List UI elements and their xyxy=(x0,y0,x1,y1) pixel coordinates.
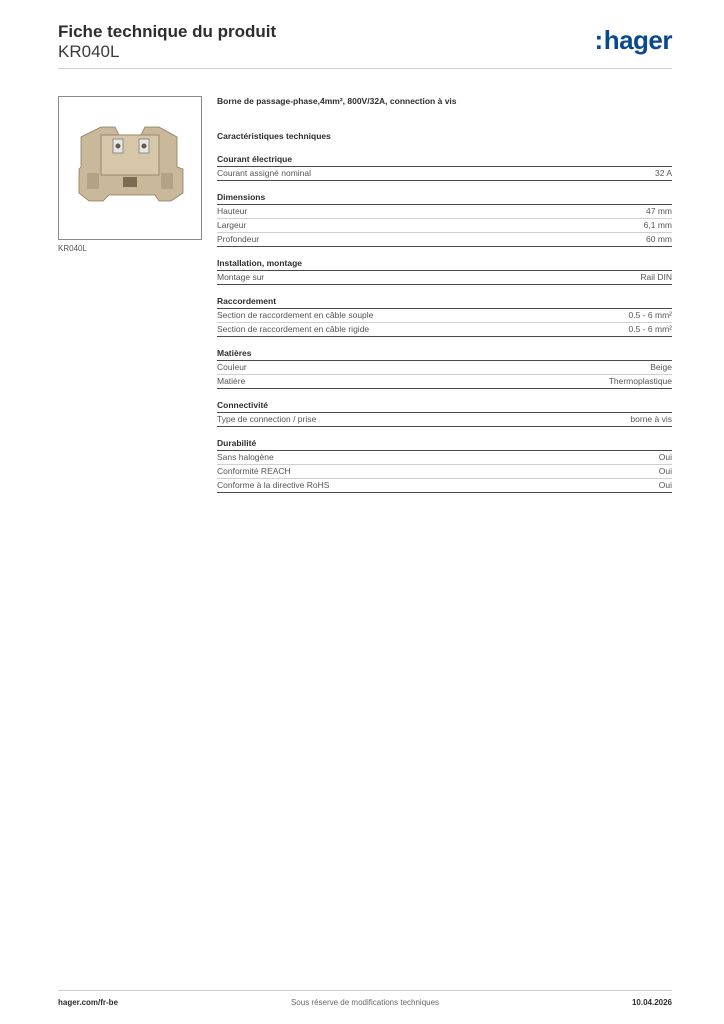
spec-row xyxy=(217,465,672,479)
spec-row xyxy=(217,271,672,285)
spec-section-title: Raccordement xyxy=(217,296,672,309)
spec-section-title: Installation, montage xyxy=(217,258,672,271)
footer-disclaimer: Sous réserve de modifications techniques xyxy=(290,998,440,1007)
spec-value: Oui xyxy=(658,466,672,476)
spec-row xyxy=(217,375,672,389)
logo-text: hager xyxy=(603,25,672,55)
spec-value: 60 mm xyxy=(646,234,672,244)
spec-section xyxy=(217,258,672,285)
footer-divider xyxy=(58,990,672,991)
spec-section-title: Durabilité xyxy=(217,438,672,451)
tech-specs-heading: Caractéristiques techniques xyxy=(217,131,331,141)
spec-content xyxy=(217,96,672,493)
spec-value: 0.5 - 6 mm² xyxy=(628,310,672,320)
spec-row xyxy=(217,479,672,493)
spec-label: Matière xyxy=(217,376,246,386)
footer-website: hager.com/fr-be xyxy=(58,998,119,1007)
spec-section xyxy=(217,296,672,337)
spec-row xyxy=(217,361,672,375)
spec-label: Conforme à la directive RoHS xyxy=(217,480,330,490)
document-title: Fiche technique du produit xyxy=(58,22,277,41)
spec-value: Beige xyxy=(650,362,672,372)
hager-logo xyxy=(595,25,672,56)
spec-row xyxy=(217,451,672,465)
spec-row xyxy=(217,233,672,247)
spec-section-title: Connectivité xyxy=(217,400,672,413)
page-footer xyxy=(58,998,672,1010)
spec-row xyxy=(217,309,672,323)
spec-label: Conformité REACH xyxy=(217,466,291,476)
product-description: Borne de passage-phase,4mm², 800V/32A, connection à vis xyxy=(217,96,457,106)
header-divider xyxy=(58,68,672,69)
page-header xyxy=(58,20,672,70)
spec-row xyxy=(217,167,672,181)
product-image-caption: KR040L xyxy=(58,244,87,253)
spec-label: Type de connection / prise xyxy=(217,414,317,424)
spec-section-title: Courant électrique xyxy=(217,154,672,167)
spec-value: 6,1 mm xyxy=(643,220,672,230)
spec-sections xyxy=(217,154,672,493)
footer-date: 10.04.2026 xyxy=(631,998,672,1007)
product-image-frame xyxy=(58,96,202,240)
spec-label: Profondeur xyxy=(217,234,260,244)
spec-value: 0.5 - 6 mm² xyxy=(628,324,672,334)
spec-value: borne à vis xyxy=(630,414,672,424)
spec-label: Hauteur xyxy=(217,206,248,216)
spec-label: Section de raccordement en câble souple xyxy=(217,310,374,320)
spec-value: Oui xyxy=(658,452,672,462)
spec-label: Section de raccordement en câble rigide xyxy=(217,324,370,334)
spec-section xyxy=(217,400,672,427)
spec-value: Thermoplastique xyxy=(608,376,672,386)
spec-label: Largeur xyxy=(217,220,247,230)
product-code: KR040L xyxy=(58,42,120,61)
terminal-block-image xyxy=(59,97,201,239)
spec-value: Rail DIN xyxy=(640,272,672,282)
spec-row xyxy=(217,323,672,337)
logo-colon: : xyxy=(594,25,603,55)
spec-section xyxy=(217,154,672,181)
spec-label: Sans halogène xyxy=(217,452,274,462)
spec-value: 32 A xyxy=(654,168,672,178)
spec-row xyxy=(217,413,672,427)
spec-section xyxy=(217,192,672,247)
spec-section xyxy=(217,348,672,389)
spec-value: Oui xyxy=(658,480,672,490)
spec-row xyxy=(217,205,672,219)
spec-label: Montage sur xyxy=(217,272,265,282)
spec-label: Couleur xyxy=(217,362,247,372)
spec-row xyxy=(217,219,672,233)
spec-label: Courant assigné nominal xyxy=(217,168,312,178)
spec-value: 47 mm xyxy=(646,206,672,216)
spec-section-title: Matières xyxy=(217,348,672,361)
spec-section-title: Dimensions xyxy=(217,192,672,205)
spec-section xyxy=(217,438,672,493)
